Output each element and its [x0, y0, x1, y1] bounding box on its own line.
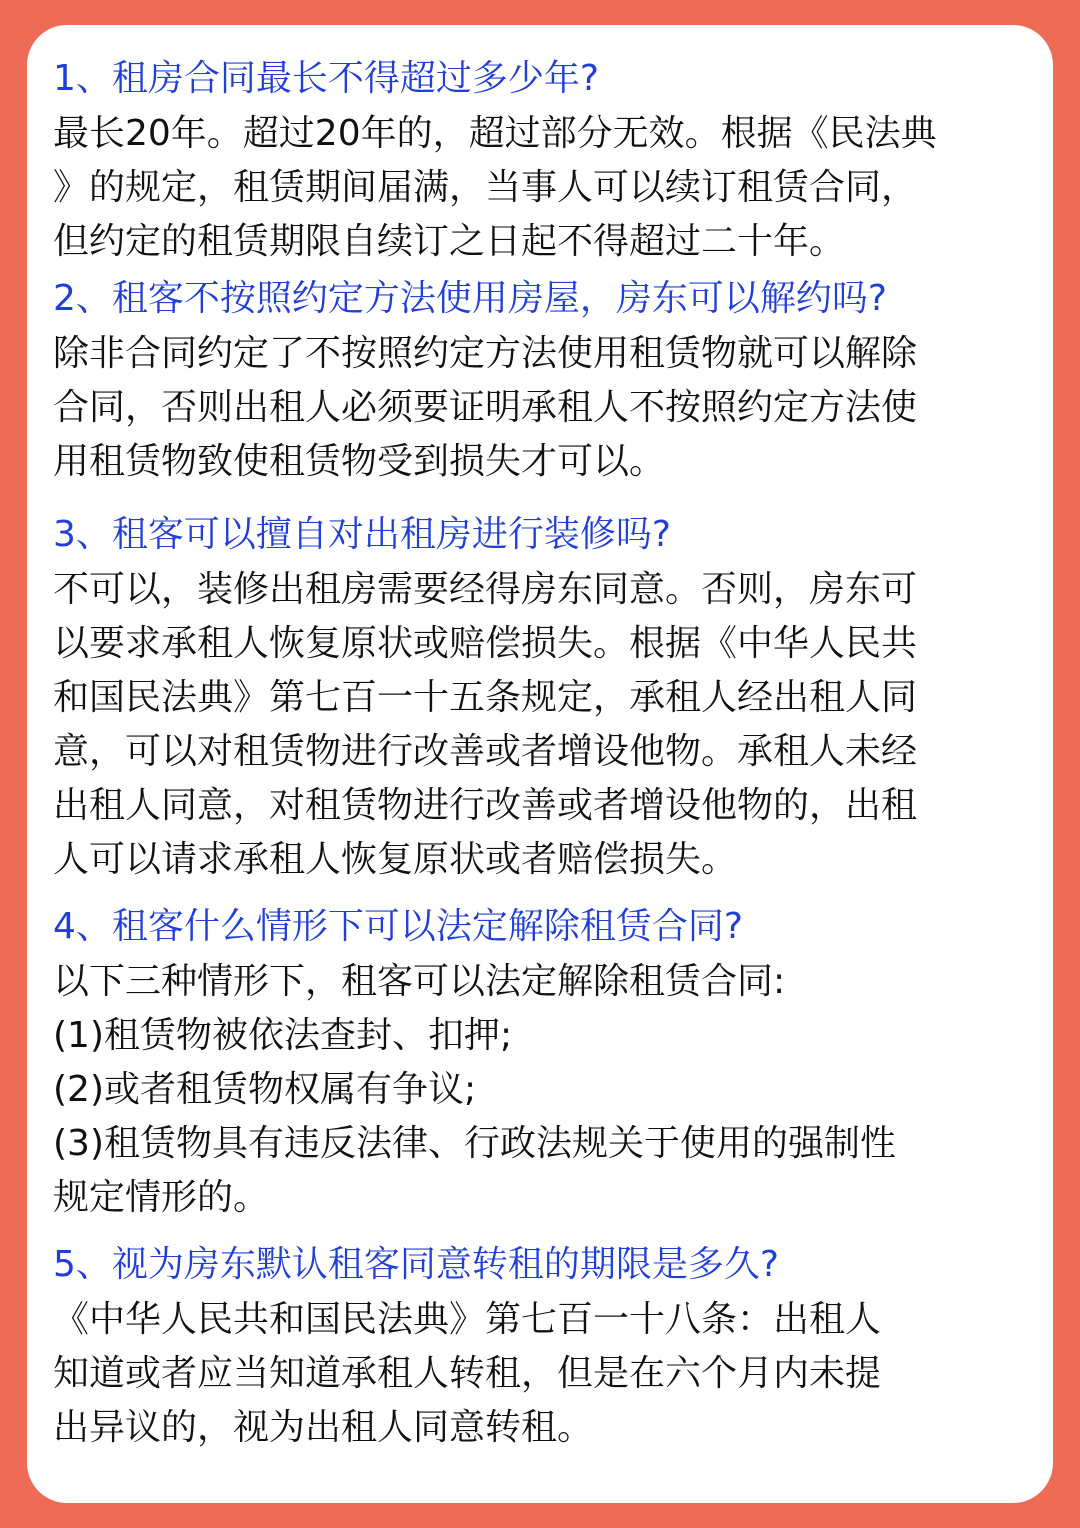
answer-text: [53, 955, 1043, 1225]
answer-line: 以下三种情形下，租客可以法定解除租赁合同:: [53, 961, 786, 1002]
question-heading: 5、视为房东默认租客同意转租的期限是多久?: [53, 1244, 780, 1285]
qa-section-4: [53, 899, 1043, 1225]
answer-line: (3)租赁物具有违反法律、行政法规关于使用的强制性: [53, 1123, 896, 1164]
answer-line: 合同，否则出租人必须要证明承租人不按照约定方法使: [53, 387, 918, 428]
answer-line: 用租赁物致使租赁物受到损失才可以。: [53, 441, 666, 482]
answer-line: 但约定的租赁期限自续订之日起不得超过二十年。: [53, 221, 846, 262]
answer-text: [53, 563, 1043, 887]
answer-line: 出租人同意，对租赁物进行改善或者增设他物的，出租: [53, 785, 918, 826]
answer-line: 出异议的，视为出租人同意转租。: [53, 1407, 594, 1448]
answer-line: 规定情形的。: [53, 1177, 270, 1218]
answer-line: 不可以，装修出租房需要经得房东同意。否则，房东可: [53, 569, 918, 610]
answer-text: [53, 327, 1043, 489]
answer-line: (2)或者租赁物权属有争议;: [53, 1069, 477, 1110]
answer-line: 除非合同约定了不按照约定方法使用租赁物就可以解除: [53, 333, 918, 374]
answer-line: 人可以请求承租人恢复原状或者赔偿损失。: [53, 839, 738, 880]
question-heading: 3、租客可以擅自对出租房进行装修吗?: [53, 514, 672, 555]
qa-section-5: [53, 1237, 1043, 1455]
content-card: [27, 25, 1053, 1503]
qa-section-1: [53, 51, 1043, 269]
answer-line: 知道或者应当知道承租人转租，但是在六个月内未提: [53, 1353, 882, 1394]
question-heading: 1、租房合同最长不得超过多少年?: [53, 58, 600, 99]
answer-line: 以要求承租人恢复原状或赔偿损失。根据《中华人民共: [53, 623, 918, 664]
answer-line: 》的规定，租赁期间届满，当事人可以续订租赁合同，: [53, 167, 918, 208]
answer-text: [53, 107, 1043, 269]
qa-section-3: [53, 507, 1043, 887]
qa-list: [53, 51, 1043, 1455]
answer-line: 最长20年。超过20年的，超过部分无效。根据《民法典: [53, 113, 937, 154]
question-heading: 2、租客不按照约定方法使用房屋，房东可以解约吗?: [53, 278, 888, 319]
answer-text: [53, 1293, 1043, 1455]
answer-line: 和国民法典》第七百一十五条规定，承租人经出租人同: [53, 677, 918, 718]
answer-line: 意，可以对租赁物进行改善或者增设他物。承租人未经: [53, 731, 918, 772]
answer-line: 《中华人民共和国民法典》第七百一十八条：出租人: [53, 1299, 882, 1340]
qa-section-2: [53, 271, 1043, 489]
question-heading: 4、租客什么情形下可以法定解除租赁合同?: [53, 906, 744, 947]
answer-line: (1)租赁物被依法查封、扣押;: [53, 1015, 513, 1056]
